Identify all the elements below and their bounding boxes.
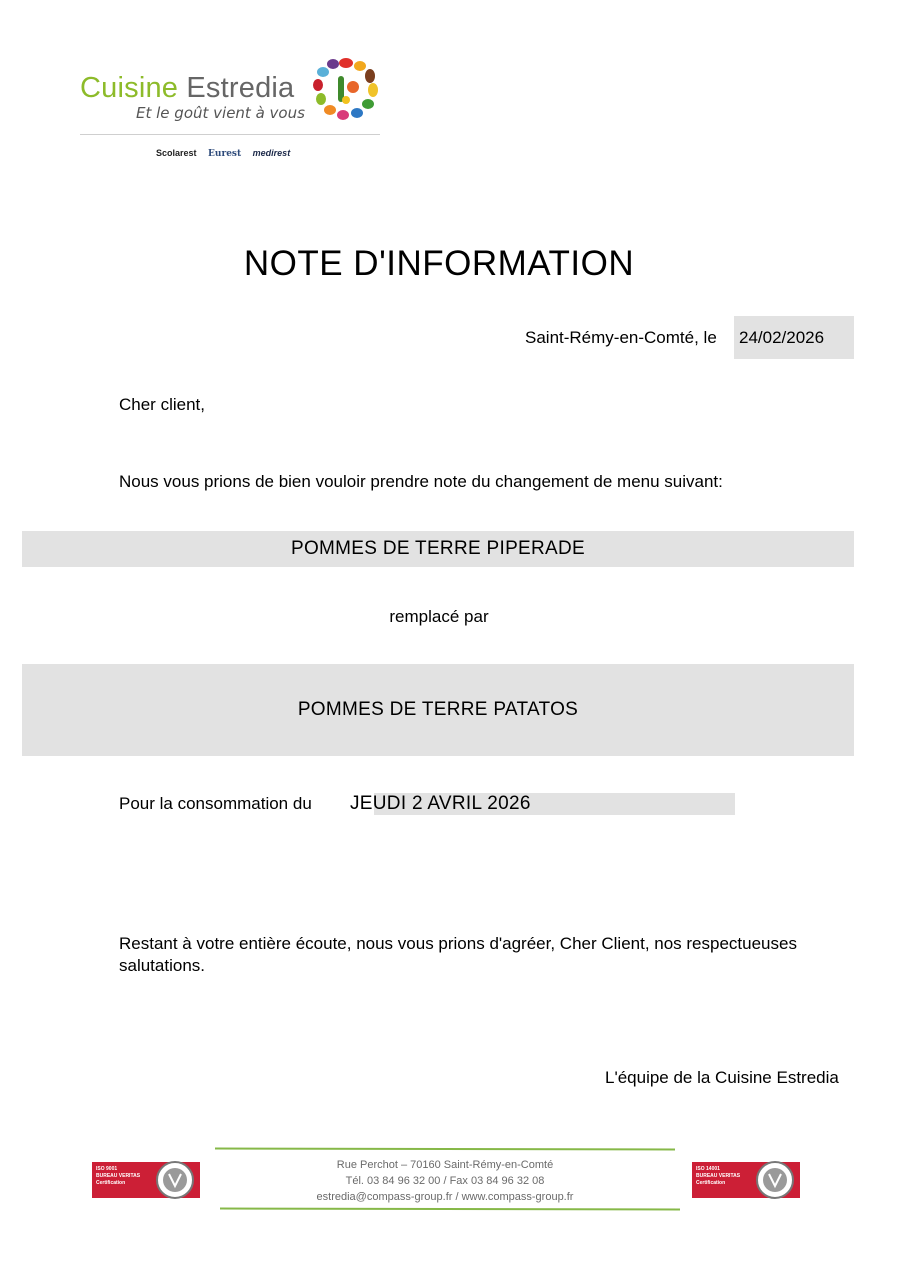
- date-field: 24/02/2026: [739, 328, 825, 347]
- sub-brand-eurest: Eurest: [208, 149, 242, 159]
- footer-address-line: Rue Perchot – 70160 Saint-Rémy-en-Comté: [336, 1159, 554, 1171]
- document-title: NOTE D'INFORMATION: [243, 244, 635, 283]
- brand-name: Cuisine Estredia: [80, 72, 295, 104]
- date-place: Saint-Rémy-en-Comté, le: [525, 328, 717, 347]
- food-circle-logo-icon: [310, 54, 382, 122]
- closing-text: Restant à votre entière écoute, nous vous prions d'agréer, Cher Client, nos respectueuses salutations.: [119, 934, 797, 975]
- consumption-label: Pour la consommation du: [119, 794, 312, 813]
- sub-brand-scolarest: Scolarest: [156, 148, 197, 158]
- intro-text: Nous vous prions de bien vouloir prendre note du changement de menu suivant:: [119, 472, 723, 491]
- consumption-date: JEUDI 2 AVRIL 2026: [350, 793, 531, 814]
- salutation: Cher client,: [119, 395, 205, 414]
- sub-brands: [156, 148, 299, 159]
- company-logo: [80, 50, 380, 175]
- certification-badge-left: ISO 9001 BUREAU VERITAS Certification: [92, 1162, 200, 1198]
- footer-divider-bottom: [220, 1208, 680, 1211]
- footer-email-line: estredia@compass-group.fr / www.compass-group.fr: [316, 1191, 574, 1203]
- certification-badge-right: ISO 14001 BUREAU VERITAS Certification: [692, 1162, 800, 1198]
- replaced-by-label: remplacé par: [389, 607, 489, 626]
- logo-divider: [80, 134, 380, 135]
- footer-divider-top: [215, 1148, 675, 1151]
- bureau-veritas-seal-icon: [756, 1158, 794, 1202]
- new-dish: POMMES DE TERRE PATATOS: [297, 699, 579, 720]
- signature: L'équipe de la Cuisine Estredia: [605, 1068, 839, 1087]
- sub-brand-medirest: medirest: [252, 148, 291, 158]
- brand-tagline: Et le goût vient à vous: [136, 104, 305, 122]
- footer-phone-line: Tél. 03 84 96 32 00 / Fax 03 84 96 32 08: [345, 1175, 545, 1187]
- old-dish: POMMES DE TERRE PIPERADE: [290, 538, 586, 559]
- footer-address: [215, 1157, 675, 1205]
- bureau-veritas-seal-icon: [156, 1158, 194, 1202]
